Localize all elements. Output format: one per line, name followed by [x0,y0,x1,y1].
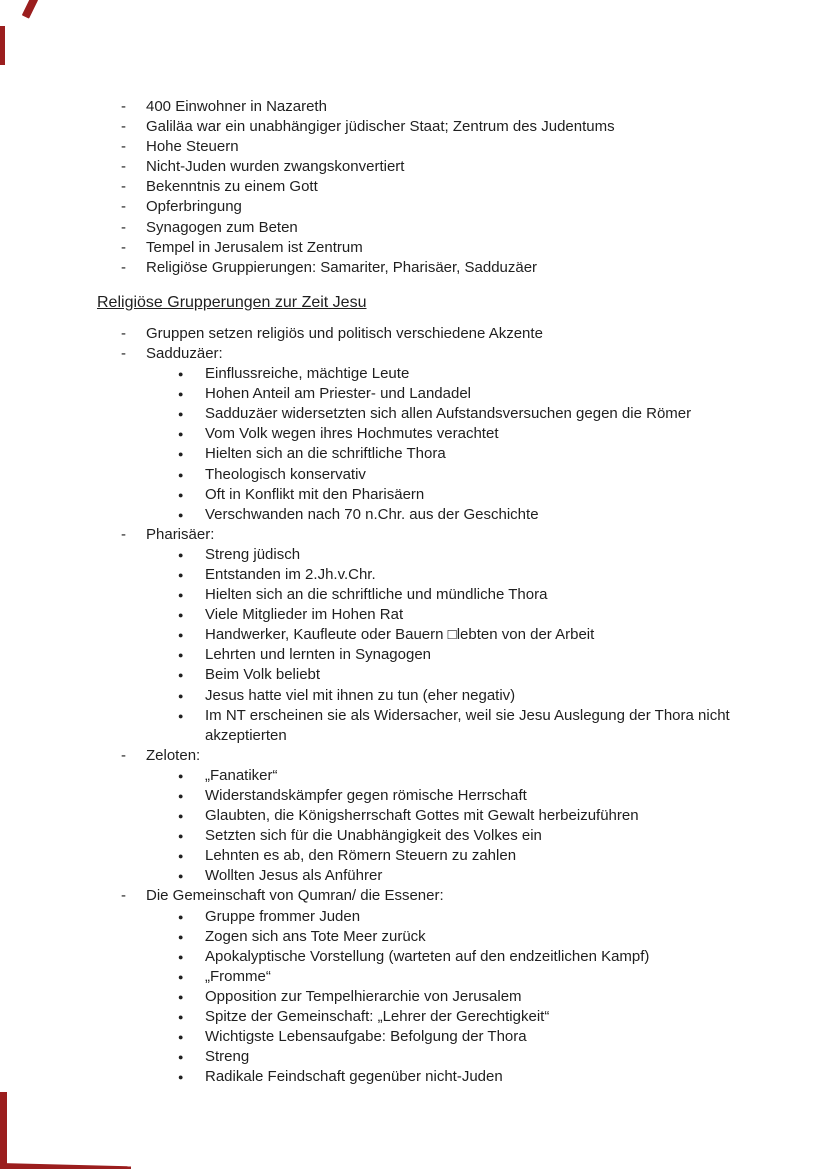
group-section [0,324,828,344]
circle-bullet-marker: ● [178,831,184,842]
list-item-text: Hohe Steuern [146,138,239,156]
circle-bullet-marker: ● [178,469,184,480]
circle-bullet-marker: ● [178,1032,184,1043]
sub-list-item [0,364,828,384]
dash-bullet-marker: - [121,525,126,543]
sub-list-item-text: Im NT erscheinen sie als Widersacher, weil sie Jesu Auslegung der Thora nicht akzeptierten [205,706,730,744]
circle-bullet-marker: ● [178,449,184,460]
list-item-text: Galiläa war ein unabhängiger jüdischer Staat; Zentrum des Judentums [146,118,615,136]
section-heading: Religiöse Grupperungen zur Zeit Jesu [97,293,367,311]
list-item [0,238,828,258]
sub-list-item-text: Hielten sich an die schriftliche und mündliche Thora [205,586,548,604]
sub-list-item [0,947,828,967]
list-item-text: 400 Einwohner in Nazareth [146,98,327,115]
circle-bullet-marker: ● [178,1072,184,1083]
sub-list-item [0,605,828,625]
sub-list-item [0,907,828,927]
group-section [0,344,828,525]
sub-list-item-text: Spitze der Gemeinschaft: „Lehrer der Gerechtigkeit“ [205,1008,550,1026]
groups-list [0,324,828,1088]
circle-bullet-marker: ● [178,409,184,420]
circle-bullet-marker: ● [178,1012,184,1023]
dash-bullet-marker: - [121,258,126,276]
circle-bullet-marker: ● [178,931,184,942]
sub-list-item [0,706,828,746]
dash-bullet-marker: - [121,324,126,342]
sub-list-item-text: Wichtigste Lebensaufgabe: Befolgung der Thora [205,1028,527,1046]
list-item [0,157,828,177]
list-item-text: Tempel in Jerusalem ist Zentrum [146,238,363,256]
group-label-item [0,324,828,344]
dash-bullet-marker: - [121,98,126,115]
circle-bullet-marker: ● [178,791,184,801]
circle-bullet-marker: ● [178,590,184,601]
sub-list-item [0,645,828,665]
group-sub-list [0,766,828,887]
sub-list-item-text: Lehrten und lernten in Synagogen [205,646,432,664]
dash-bullet-marker: - [121,344,126,362]
circle-bullet-marker: ● [178,489,184,500]
list-item [0,177,828,197]
group-label-text: Die Gemeinschaft von Qumran/ die Essener: [146,887,444,905]
circle-bullet-marker: ● [178,710,184,721]
red-edge-artifact-left-top [0,26,5,65]
circle-bullet-marker: ● [178,911,184,922]
list-item [0,218,828,238]
circle-bullet-marker: ● [178,429,184,440]
sub-list-item [0,465,828,485]
list-item [0,137,828,157]
group-section [0,746,828,887]
sub-list-item-text: Beim Volk beliebt [205,666,321,684]
sub-list-item [0,665,828,685]
group-section [0,525,828,746]
circle-bullet-marker: ● [178,690,184,701]
dash-bullet-marker: - [121,178,126,196]
sub-list-item-text: Hohen Anteil am Priester- und Landadel [205,385,472,403]
sub-list-item [0,846,828,866]
sub-list-item [0,1047,828,1067]
dash-bullet-marker: - [121,158,126,176]
sub-list-item-text: Apokalyptische Vorstellung (warteten auf den endzeitlichen Kampf) [205,947,650,965]
dash-bullet-marker: - [121,238,126,256]
group-label-item [0,344,828,364]
sub-list-item-text: Hielten sich an die schriftliche Thora [205,445,446,463]
sub-list-item [0,565,828,585]
group-label-text: Zeloten: [146,746,201,764]
circle-bullet-marker: ● [178,971,184,982]
sub-list-item [0,927,828,947]
sub-list-item [0,384,828,404]
sub-list-item [0,967,828,987]
sub-list-item-text: Jesus hatte viel mit ihnen zu tun (eher negativ) [205,686,516,704]
sub-list-item-text: Gruppe frommer Juden [205,907,361,925]
dash-bullet-marker: - [121,887,126,905]
sub-list-item [0,505,828,525]
sub-list-item-text: Verschwanden nach 70 n.Chr. aus der Geschichte [205,505,539,523]
circle-bullet-marker: ● [178,630,184,641]
sub-list-item [0,766,828,786]
circle-bullet-marker: ● [178,369,184,380]
dash-bullet-marker: - [121,118,126,136]
group-label-text: Pharisäer: [146,525,215,543]
sub-list-item [0,1067,828,1087]
circle-bullet-marker: ● [178,1052,184,1063]
group-label-item [0,886,828,906]
sub-list-item-text: Radikale Feindschaft gegenüber nicht-Juden [205,1068,503,1086]
sub-list-item-text: Streng jüdisch [205,545,301,563]
group-section [0,886,828,1087]
sub-list-item-text: Entstanden im 2.Jh.v.Chr. [205,565,376,583]
circle-bullet-marker: ● [178,951,184,962]
group-label-item [0,746,828,766]
sub-list-item-text: Wollten Jesus als Anführer [205,867,383,885]
sub-list-item-text: Vom Volk wegen ihres Hochmutes verachtet [205,425,499,443]
list-item-text: Nicht-Juden wurden zwangskonvertiert [146,158,405,176]
list-item [0,117,828,137]
sub-list-item-text: Lehnten es ab, den Römern Steuern zu zahlen [205,847,517,865]
group-sub-list [0,364,828,525]
list-item [0,258,828,278]
sub-list-item-text: Setzten sich für die Unabhängigkeit des Volkes ein [205,827,542,845]
sub-list-item-text: Oft in Konflikt mit den Pharisäern [205,485,425,503]
sub-list-item [0,1007,828,1027]
sub-list-item [0,1027,828,1047]
sub-list-item-text: „Fanatiker“ [205,766,278,784]
group-sub-list [0,545,828,746]
sub-list-item [0,625,828,645]
sub-list-item [0,806,828,826]
intro-bullet-list [0,97,828,278]
list-item [0,97,828,117]
group-label-text: Gruppen setzen religiös und politisch verschiedene Akzente [146,324,543,342]
sub-list-item-text: Widerstandskämpfer gegen römische Herrschaft [205,787,527,804]
sub-list-item-text: Sadduzäer widersetzten sich allen Aufstandsversuchen gegen die Römer [205,405,692,423]
list-item-text: Religiöse Gruppierungen: Samariter, Pharisäer, Sadduzäer [146,258,538,276]
sub-list-item [0,826,828,846]
group-label-text: Sadduzäer: [146,344,223,362]
sub-list-item-text: Viele Mitglieder im Hohen Rat [205,606,404,624]
circle-bullet-marker: ● [178,389,184,400]
sub-list-item [0,444,828,464]
sub-list-item-text: „Fromme“ [205,967,271,985]
sub-list-item [0,987,828,1007]
sub-list-item-text: Zogen sich ans Tote Meer zurück [205,927,426,945]
sub-list-item-text: Glaubten, die Königsherrschaft Gottes mit Gewalt herbeizuführen [205,807,639,825]
red-edge-artifact-bottom [0,1163,131,1169]
circle-bullet-marker: ● [178,569,184,580]
sub-list-item-text: Theologisch konservativ [205,465,366,483]
circle-bullet-marker: ● [178,509,184,520]
group-sub-list [0,907,828,1088]
circle-bullet-marker: ● [178,851,184,862]
dash-bullet-marker: - [121,138,126,156]
circle-bullet-marker: ● [178,650,184,661]
circle-bullet-marker: ● [178,871,184,882]
list-item-text: Synagogen zum Beten [146,218,298,236]
sub-list-item [0,866,828,886]
sub-list-item-text: Streng [205,1048,250,1066]
circle-bullet-marker: ● [178,610,184,621]
sub-list-item-text: Handwerker, Kaufleute oder Bauern □lebten von der Arbeit [205,626,595,644]
sub-list-item [0,585,828,605]
sub-list-item [0,686,828,706]
dash-bullet-marker: - [121,198,126,216]
dash-bullet-marker: - [121,746,126,764]
list-item-text: Bekenntnis zu einem Gott [146,178,318,196]
sub-list-item-text: Opposition zur Tempelhierarchie von Jerusalem [205,987,522,1005]
sub-list-item [0,424,828,444]
red-edge-artifact-left-bottom [0,1092,7,1169]
circle-bullet-marker: ● [178,991,184,1002]
dash-bullet-marker: - [121,218,126,236]
sub-list-item [0,404,828,424]
circle-bullet-marker: ● [178,770,184,781]
list-item [0,197,828,217]
sub-list-item-text: Einflussreiche, mächtige Leute [205,365,410,383]
circle-bullet-marker: ● [178,811,184,822]
sub-list-item [0,485,828,505]
circle-bullet-marker: ● [178,549,184,560]
circle-bullet-marker: ● [178,670,184,681]
sub-list-item [0,786,828,806]
sub-list-item [0,545,828,565]
list-item-text: Opferbringung [146,198,242,216]
group-label-item [0,525,828,545]
